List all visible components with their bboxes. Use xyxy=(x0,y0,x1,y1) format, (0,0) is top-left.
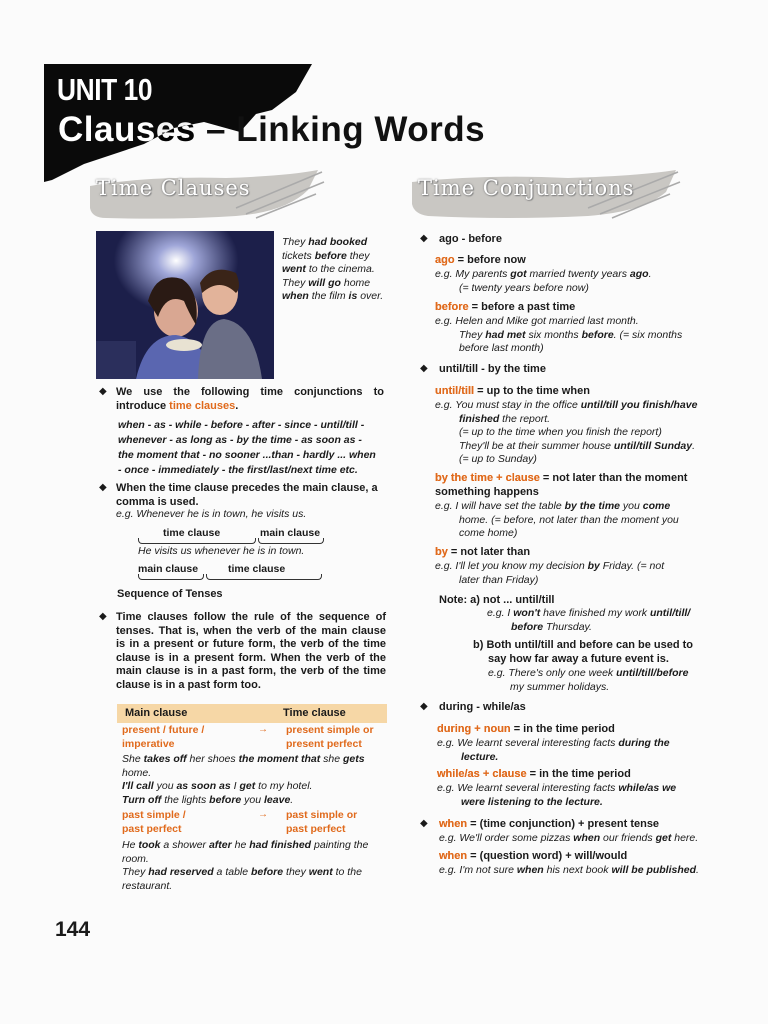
table-header-time: Time clause xyxy=(283,707,346,719)
before-example: e.g. Helen and Mike got married last month. They had met six months before. (= six months before last month) xyxy=(435,315,683,354)
example-comma: e.g. Whenever he is in town, he visits us. xyxy=(116,508,307,520)
row2-main: past simple / past perfect xyxy=(122,809,186,835)
section-ago-before: ago - before xyxy=(439,233,502,245)
bythetime-definition: by the time + clause = not later than the moment something happens xyxy=(435,472,688,498)
example-reversed: He visits us whenever he is in town. xyxy=(138,545,305,557)
when-definition: when = (time conjunction) + present tense xyxy=(439,818,660,830)
note-a: Note: a) not ... until/till xyxy=(439,594,555,606)
until-example: e.g. You must stay in the office until/till you finish/have finished the report. (= up to the time when you finish the report) They'll be at their summer house until/till Sunday. (= up to Sunday) xyxy=(435,399,698,465)
conjunction-list: when - as - while - before - after - since - until/till - whenever - as long as - by the time - as soon as - the moment that - no sooner ...than - hardly ... when - once - immediately - the first/last/next time etc. xyxy=(118,419,376,476)
section-during-while: during - while/as xyxy=(439,701,526,713)
photo-caption: They had booked tickets before they went to the cinema. They will go home when the film is over. xyxy=(282,236,384,302)
diamond-icon: ◆ xyxy=(99,611,107,622)
diamond-icon: ◆ xyxy=(420,363,428,374)
during-example: e.g. We learnt several interesting facts during the lecture. xyxy=(437,737,670,763)
page-title: Clauses – Linking Words xyxy=(58,110,486,149)
unit-label: UNIT 10 xyxy=(57,72,153,107)
brace-2 xyxy=(258,538,324,544)
arrow-icon: → xyxy=(258,809,268,820)
example-row1: She takes off her shoes the moment that she gets home. I'll call you as soon as I get to my hotel. Turn off the lights before you leave. xyxy=(122,753,365,806)
diamond-icon: ◆ xyxy=(99,386,107,397)
banner-time-conjunctions: Time Conjunctions xyxy=(418,176,635,200)
diamond-icon: ◆ xyxy=(99,482,107,493)
bullet-3-text: Time clauses follow the rule of the sequence of tenses. That is, when the verb of the main clause is in a present or future form, the verb of the time clause is in a present form. When the verb of the main clause is in a past form, the verb of the time clause is in a past form too. xyxy=(116,611,386,691)
when-example: e.g. We'll order some pizzas when our friends get here. xyxy=(439,832,699,844)
when2-example: e.g. I'm not sure when his next book will be published. xyxy=(439,864,699,876)
table-header-main: Main clause xyxy=(125,707,188,719)
diamond-icon: ◆ xyxy=(420,233,428,244)
label-time-clause: time clause xyxy=(163,527,221,539)
ago-example: e.g. My parents got married twenty years ago. (= twenty years before now) xyxy=(435,268,652,294)
row1-time: present simple or present perfect xyxy=(286,724,374,750)
ago-definition: ago = before now xyxy=(435,254,526,266)
bullet-1-text: We use the following time conjunctions to introduce time clauses. xyxy=(116,386,384,412)
bythetime-example: e.g. I will have set the table by the time you come home. (= before, not later than the moment you come home) xyxy=(435,500,679,539)
note-b-example: e.g. There's only one week until/till/before my summer holidays. xyxy=(488,667,689,693)
label-main-clause: main clause xyxy=(260,527,321,539)
brace-1 xyxy=(138,538,256,544)
row2-time: past simple or past perfect xyxy=(286,809,358,835)
arrow-icon: → xyxy=(258,724,268,735)
label-time-clause-2: time clause xyxy=(228,563,286,575)
sequence-heading: Sequence of Tenses xyxy=(117,588,223,600)
while-example: e.g. We learnt several interesting facts while/as we were listening to the lecture. xyxy=(437,782,677,808)
before-definition: before = before a past time xyxy=(435,301,576,313)
row1-main: present / future / imperative xyxy=(122,724,205,750)
banner-time-clauses: Time Clauses xyxy=(96,176,251,200)
by-definition: by = not later than xyxy=(435,546,531,558)
while-definition: while/as + clause = in the time period xyxy=(437,768,631,780)
example-row2: He took a shower after he had finished painting the room. They had reserved a table before they went to the restaurant. xyxy=(122,839,369,892)
during-definition: during + noun = in the time period xyxy=(437,723,615,735)
note-b: b) Both until/till and before can be used to say how far away a future event is. xyxy=(473,639,693,665)
page-number: 144 xyxy=(55,918,91,941)
brace-3 xyxy=(138,574,204,580)
note-a-example: e.g. I won't have finished my work until/till/ before Thursday. xyxy=(487,607,691,633)
until-definition: until/till = up to the time when xyxy=(435,385,590,397)
by-example: e.g. I'll let you know my decision by Friday. (= not later than Friday) xyxy=(435,560,665,586)
label-main-clause-2: main clause xyxy=(138,563,199,575)
brace-4 xyxy=(206,574,322,580)
section-until-bythetime: until/till - by the time xyxy=(439,363,546,375)
cinema-photo xyxy=(96,231,274,379)
when2-definition: when = (question word) + will/would xyxy=(439,850,628,862)
diamond-icon: ◆ xyxy=(420,701,428,712)
bullet-2-text: When the time clause precedes the main clause, a comma is used. xyxy=(116,482,378,508)
diamond-icon: ◆ xyxy=(420,818,428,829)
